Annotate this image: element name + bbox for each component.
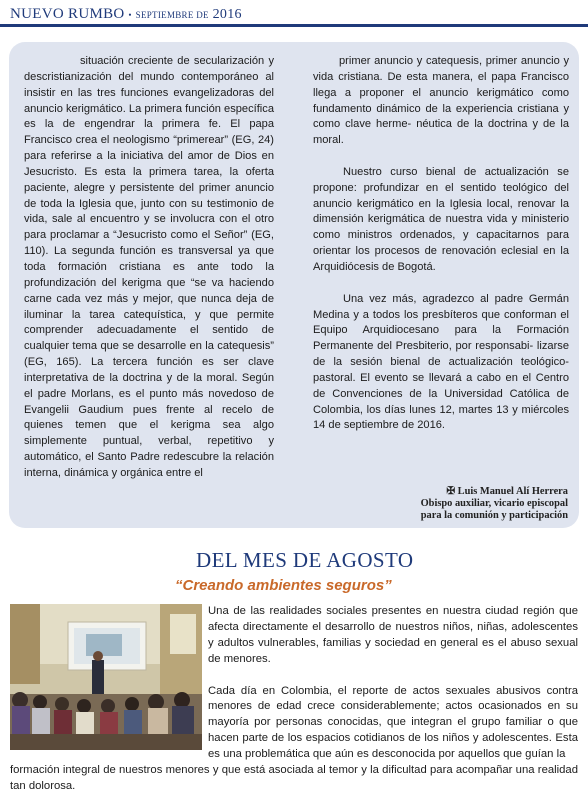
section-text-continuation: [10, 763, 578, 795]
page-header: [0, 0, 588, 28]
section-text-block: [208, 604, 578, 763]
article-right-column: [313, 54, 569, 434]
right-paragraph-2: Nuestro curso bienal de actualización se propone: profundizar en el sentido teológico del anuncio kerigmático en la Iglesia local, renovar la dimensión kerigmática de nuestra vida y ministerio como ministros ordenados, y capacitarnos para orientar los procesos de renovación eclesial en la Arquidiócesis de Bogotá.: [313, 165, 569, 273]
header-rule: [0, 24, 588, 27]
event-photo: [10, 604, 202, 750]
conference-room-illustration: [10, 604, 202, 750]
section-paragraph-2: Cada día en Colombia, el reporte de actos sexuales abusivos contra menores de edad crece considerablemente; actos ocasionados en su mayoría por personas conocidas, que integran el grupo familiar o que hacen parte de los espacios cotidianos de los niños y adolescentes. Esta es una problemática que aún es desconocida por aquellos que guían la: [208, 684, 578, 761]
issue-date: SEPTIEMBRE DE: [135, 10, 209, 20]
right-paragraph-1: primer anuncio y catequesis, primer anuncio y vida cristiana. De esta manera, el papa Francisco llega a proponer el anuncio kerigmático como fundamento dinámico de la experiencia cristiana y como clave herme- néutica de la doctrina y de la moral.: [313, 55, 569, 147]
issue-year: 2016: [212, 7, 242, 22]
signature-role: Obispo auxiliar, vicario episcopal: [420, 498, 568, 509]
section-paragraph-2-end: formación integral de nuestros menores y que está asociada al temor y la dificultad para acompañar una realidad tan dolorosa.: [10, 764, 578, 792]
signature-name: ✠ Luis Manuel Alí Herrera: [446, 486, 568, 497]
section-title: DEL MES DE AGOSTO: [196, 548, 414, 572]
signature-role-2: para la comunión y participación: [420, 510, 568, 521]
signature-block: [384, 486, 568, 522]
article-left-column: [24, 54, 274, 482]
section-paragraph-1: Una de las realidades sociales presentes en nuestra ciudad región que afecta directamente el desarrollo de nuestros niños, niñas, adolescentes y adultos vulnerables, familias y sociedad en general es el abuso sexual de menores.: [208, 605, 578, 665]
bullet-separator: •: [128, 10, 132, 20]
left-paragraph: situación creciente de secularización y descristianización del mundo contemporáneo al insistir en las tres funciones evangelizadoras del anuncio kerigmático. La primera función específica es la de engendrar la primera fe. El papa Francisco crea el neologismo “primerear” (EG, 24) para referirse a la iniciativa del amor de Dios en Jesucristo. Es esta la primera tarea, la oferta paciente, alegre y persistente del primer anuncio de toda la Iglesia que, junto con su testimonio de vida, sale al encuentro y se involucra con el otro para proclamar a “Jesucristo como el Señor” (EG, 110). La segunda función es transversal ya que toda formación cristiana es ante todo la profundización del kerigma que “se va haciendo carne cada vez más y mejor, que nunca deja de iluminar la tarea catequística, y que permite comprender adecuadamente el sentido de cualquier tema que se desarrolle en la catequesis” (EG, 165). La tercera función es ser clave interpretativa de la doctrina y de la moral. Según el padre Morlans, es el punto más novedoso de Evangelii Gaudium pues frente al recelo de quienes temen que el kerigma sea algo simplemente puntual, verbal, repetitivo y automático, el Santo Padre redescubre la relación interna, dinámica y orgánica entre el: [24, 55, 274, 479]
section-subtitle: “Creando ambientes seguros”: [175, 577, 392, 594]
publication-title: NUEVO RUMBO: [10, 6, 125, 22]
masthead: [10, 6, 242, 23]
right-paragraph-3: Una vez más, agradezco al padre Germán Medina y a todos los presbíteros que conforman el Equipo Arquidiocesano para la Formación Permanente del Presbiterio, por responsabi- lizarse de la sesión bienal de actualización teológico-pastoral. El evento se llevará a cabo en el Centro de Convenciones de la Universidad Católica de Colombia, los días lunes 12, martes 13 y miércoles 14 de septiembre de 2016.: [313, 292, 569, 432]
